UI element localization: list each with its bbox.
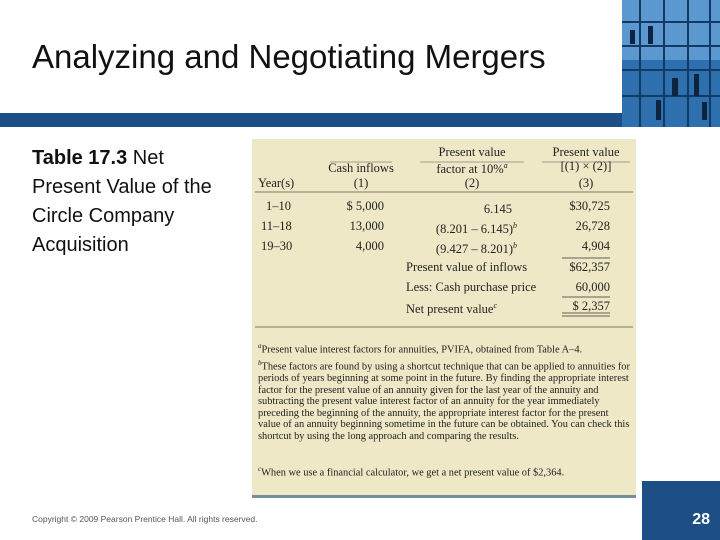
header-pv-line1: Present value xyxy=(552,145,620,159)
row-3-years: 19–30 xyxy=(261,239,293,253)
corner-photo xyxy=(622,0,720,127)
summary-purchase-price-label: Less: Cash purchase price xyxy=(406,280,537,294)
header-cash-title: Cash inflows xyxy=(328,161,394,175)
page-number-box xyxy=(642,481,720,540)
row-1-years: 1–10 xyxy=(266,199,291,213)
row-2-years: 11–18 xyxy=(261,219,292,233)
header-pv-number: (3) xyxy=(578,176,594,190)
row-1-pv: $30,725 xyxy=(569,199,610,213)
row-2-factor: (8.201 – 6.145)$^b$ xyxy=(435,221,517,237)
row-1-cash: $ 5,000 xyxy=(346,199,384,213)
header-cash-number: (1) xyxy=(353,176,369,190)
npv-table-panel xyxy=(252,139,636,498)
row-3-cash: 4,000 xyxy=(355,239,384,253)
header-factor-number: (2) xyxy=(464,176,480,190)
footnote-c: $^c$When we use a financial calculator, we get a net present value of $2,364. xyxy=(258,465,565,479)
slide-title: Analyzing and Negotiating Mergers xyxy=(32,38,546,75)
caption-label: Table 17.3 xyxy=(32,147,128,169)
row-1-factor: 6.145 xyxy=(483,202,512,217)
copyright-notice: Copyright © 2009 Pearson Prentice Hall. All rights reserved. xyxy=(32,514,258,524)
header-rule xyxy=(0,113,622,127)
summary-purchase-price-value: 60,000 xyxy=(575,280,610,294)
table-caption xyxy=(32,144,232,260)
page-number: 28 xyxy=(692,511,710,528)
summary-npv-label: Net present value$^c$ xyxy=(406,301,498,317)
header-factor-line1: Present value xyxy=(438,145,506,159)
header-pv-line2: [(1) × (2)] xyxy=(560,159,612,173)
summary-npv-value: $ 2,357 xyxy=(572,299,610,313)
summary-pv-inflows-value: $62,357 xyxy=(569,260,610,274)
row-2-pv: 26,728 xyxy=(575,219,610,233)
header-factor-line2: factor at 10%$^a$ xyxy=(436,161,508,177)
row-3-pv: 4,904 xyxy=(581,239,610,253)
row-2-cash: 13,000 xyxy=(349,219,384,233)
caption-text: Net Present Value of the Circle Company Acquisition xyxy=(32,147,212,256)
footnote-b: $^b$These factors are found by using a shortcut technique that can be applied to annuities for periods of years beginning at some point in the future. By finding the appropriate interest factor for the present value of an annuity given for the last year of the annuity and subtracting the present value interest factor of an annuity for the year immediately preceding the beginning of the annuity, the appropriate interest factor for the present value of an annuity beginning sometime in the future can be obtained. You can check this shortcut by using the long approach and comparing the results. xyxy=(258,359,630,443)
footnote-a: $^a$Present value interest factors for annuities, PVIFA, obtained from Table A–4. xyxy=(258,342,583,356)
summary-pv-inflows-label: Present value of inflows xyxy=(406,260,528,274)
row-3-factor: (9.427 – 8.201)$^b$ xyxy=(435,241,517,257)
header-years: Year(s) xyxy=(258,176,295,190)
